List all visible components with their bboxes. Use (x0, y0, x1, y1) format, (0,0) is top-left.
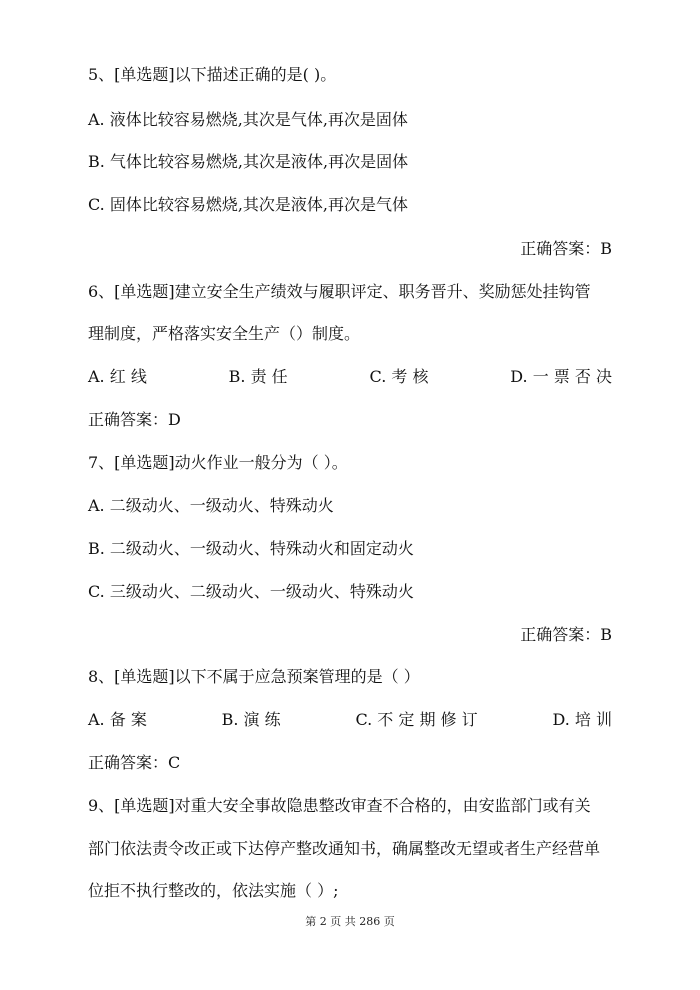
question-5-option-b: B. 气体比较容易燃烧,其次是液体,再次是固体 (88, 152, 409, 171)
question-8-answer: 正确答案：C (88, 753, 181, 772)
question-8-option-c: C. 不 定 期 修 订 (355, 710, 478, 729)
question-7-option-a: A. 二级动火、一级动火、特殊动火 (88, 496, 334, 515)
question-6-options-row (88, 365, 612, 389)
question-5-option-c: C. 固体比较容易燃烧,其次是液体,再次是气体 (88, 195, 409, 214)
page-number-footer: 第 2 页 共 286 页 (305, 915, 395, 928)
question-5-stem: 5、[单选题]以下描述正确的是( )。 (88, 65, 337, 84)
question-9-stem-line-2: 部门依法责令改正或下达停产整改通知书，确属整改无望或者生产经营单 (88, 839, 601, 858)
question-9-stem-line-3: 位拒不执行整改的，依法实施（ ）; (88, 881, 339, 900)
question-6-option-b: B. 责 任 (228, 367, 288, 386)
question-5-option-a: A. 液体比较容易燃烧,其次是气体,再次是固体 (88, 110, 408, 129)
question-7-stem: 7、[单选题]动火作业一般分为（ ）。 (88, 453, 348, 472)
question-8-options-row (88, 708, 612, 732)
question-7-option-c: C. 三级动火、二级动火、一级动火、特殊动火 (88, 582, 414, 601)
question-7-answer: 正确答案：B (520, 625, 612, 644)
question-6-answer: 正确答案：D (88, 410, 181, 429)
question-8-stem: 8、[单选题]以下不属于应急预案管理的是（ ） (88, 667, 420, 686)
question-9-stem-line-1: 9、[单选题]对重大安全事故隐患整改审查不合格的，由安监部门或有关 (88, 796, 591, 815)
question-8-option-a: A. 备 案 (88, 710, 147, 729)
question-8-option-d: D. 培 训 (552, 710, 612, 729)
question-8-option-b: B. 演 练 (221, 710, 281, 729)
question-5-answer: 正确答案：B (520, 239, 612, 258)
question-6-stem-line-1: 6、[单选题]建立安全生产绩效与履职评定、职务晋升、奖励惩处挂钩管 (88, 282, 591, 301)
question-6-option-a: A. 红 线 (88, 367, 147, 386)
question-7-option-b: B. 二级动火、一级动火、特殊动火和固定动火 (88, 539, 414, 558)
question-6-stem-line-2: 理制度，严格落实安全生产（）制度。 (88, 324, 361, 343)
question-6-option-d: D. 一 票 否 决 (510, 367, 612, 386)
question-6-option-c: C. 考 核 (369, 367, 429, 386)
